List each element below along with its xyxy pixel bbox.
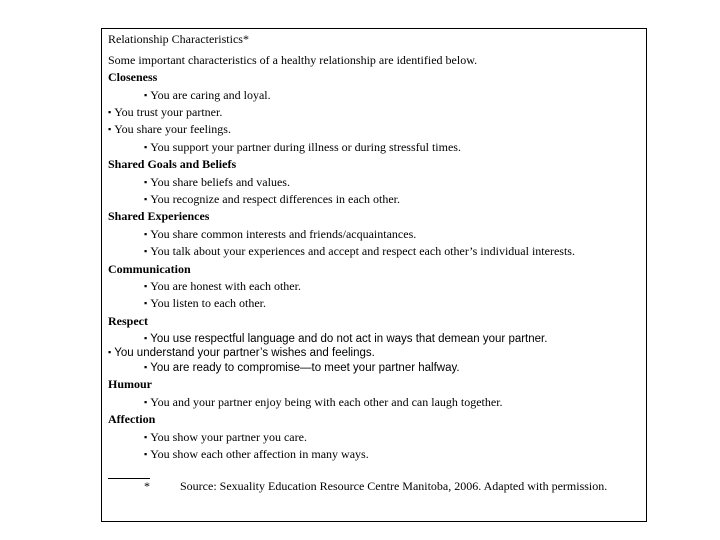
list-item <box>144 360 460 375</box>
section-heading-respect: Respect <box>108 314 148 328</box>
list-item-text: You talk about your experiences and accept and respect each other’s individual interests. <box>150 244 575 258</box>
list-item <box>144 331 547 346</box>
list-item <box>144 244 575 258</box>
list-item-text: You use respectful language and do not act in ways that demean your partner. <box>150 333 548 345</box>
section-heading-communication: Communication <box>108 262 191 276</box>
list-item-text: You share beliefs and values. <box>150 175 290 189</box>
list-item <box>144 227 416 241</box>
bullet-icon: ▪ <box>144 432 148 442</box>
list-item <box>144 430 307 444</box>
list-item <box>144 279 301 293</box>
bullet-icon: ▪ <box>144 142 148 152</box>
bullet-icon: ▪ <box>144 298 148 308</box>
list-item <box>108 122 231 136</box>
bullet-icon: ▪ <box>144 246 148 256</box>
list-item-text: You are honest with each other. <box>150 279 301 293</box>
list-item-text: You trust your partner. <box>114 105 223 119</box>
list-item <box>108 345 375 360</box>
list-item-text: You show your partner you care. <box>150 430 307 444</box>
list-item <box>144 395 503 409</box>
bullet-icon: ▪ <box>144 397 148 407</box>
bullet-icon: ▪ <box>144 90 148 100</box>
bullet-icon: ▪ <box>144 449 148 459</box>
list-item <box>144 447 369 461</box>
footnote-marker: * <box>144 479 150 493</box>
list-item <box>108 105 222 119</box>
list-item <box>144 175 290 189</box>
bullet-icon: ▪ <box>144 194 148 204</box>
list-item-text: You show each other affection in many ways. <box>150 447 369 461</box>
list-item-text: You support your partner during illness or during stressful times. <box>150 140 461 154</box>
section-heading-affection: Affection <box>108 412 156 426</box>
list-item-text: You understand your partner’s wishes and feelings. <box>114 347 375 359</box>
list-item-text: You listen to each other. <box>150 296 266 310</box>
list-item-text: You are ready to compromise—to meet your partner halfway. <box>150 362 460 374</box>
bullet-icon: ▪ <box>108 124 112 134</box>
section-heading-closeness: Closeness <box>108 70 158 84</box>
footnote-text: Source: Sexuality Education Resource Centre Manitoba, 2006. Adapted with permission. <box>180 479 608 493</box>
list-item-text: You recognize and respect differences in each other. <box>150 192 400 206</box>
bullet-icon: ▪ <box>144 281 148 291</box>
bullet-icon: ▪ <box>144 177 148 187</box>
list-item-text: You and your partner enjoy being with each other and can laugh together. <box>150 395 503 409</box>
bullet-icon: ▪ <box>108 347 112 357</box>
list-item-text: You are caring and loyal. <box>150 88 271 102</box>
list-item <box>144 192 400 206</box>
bullet-icon: ▪ <box>144 333 148 343</box>
list-item <box>144 140 461 154</box>
list-item <box>144 296 266 310</box>
bullet-icon: ▪ <box>108 107 112 117</box>
section-heading-humour: Humour <box>108 377 153 391</box>
section-heading-shared-goals: Shared Goals and Beliefs <box>108 157 237 171</box>
page-title: Relationship Characteristics* <box>108 32 249 46</box>
list-item <box>144 88 271 102</box>
list-item-text: You share your feelings. <box>114 122 231 136</box>
bullet-icon: ▪ <box>144 229 148 239</box>
list-item-text: You share common interests and friends/acquaintances. <box>150 227 417 241</box>
section-heading-shared-experiences: Shared Experiences <box>108 209 210 223</box>
intro-text: Some important characteristics of a healthy relationship are identified below. <box>108 53 478 67</box>
bullet-icon: ▪ <box>144 362 148 372</box>
